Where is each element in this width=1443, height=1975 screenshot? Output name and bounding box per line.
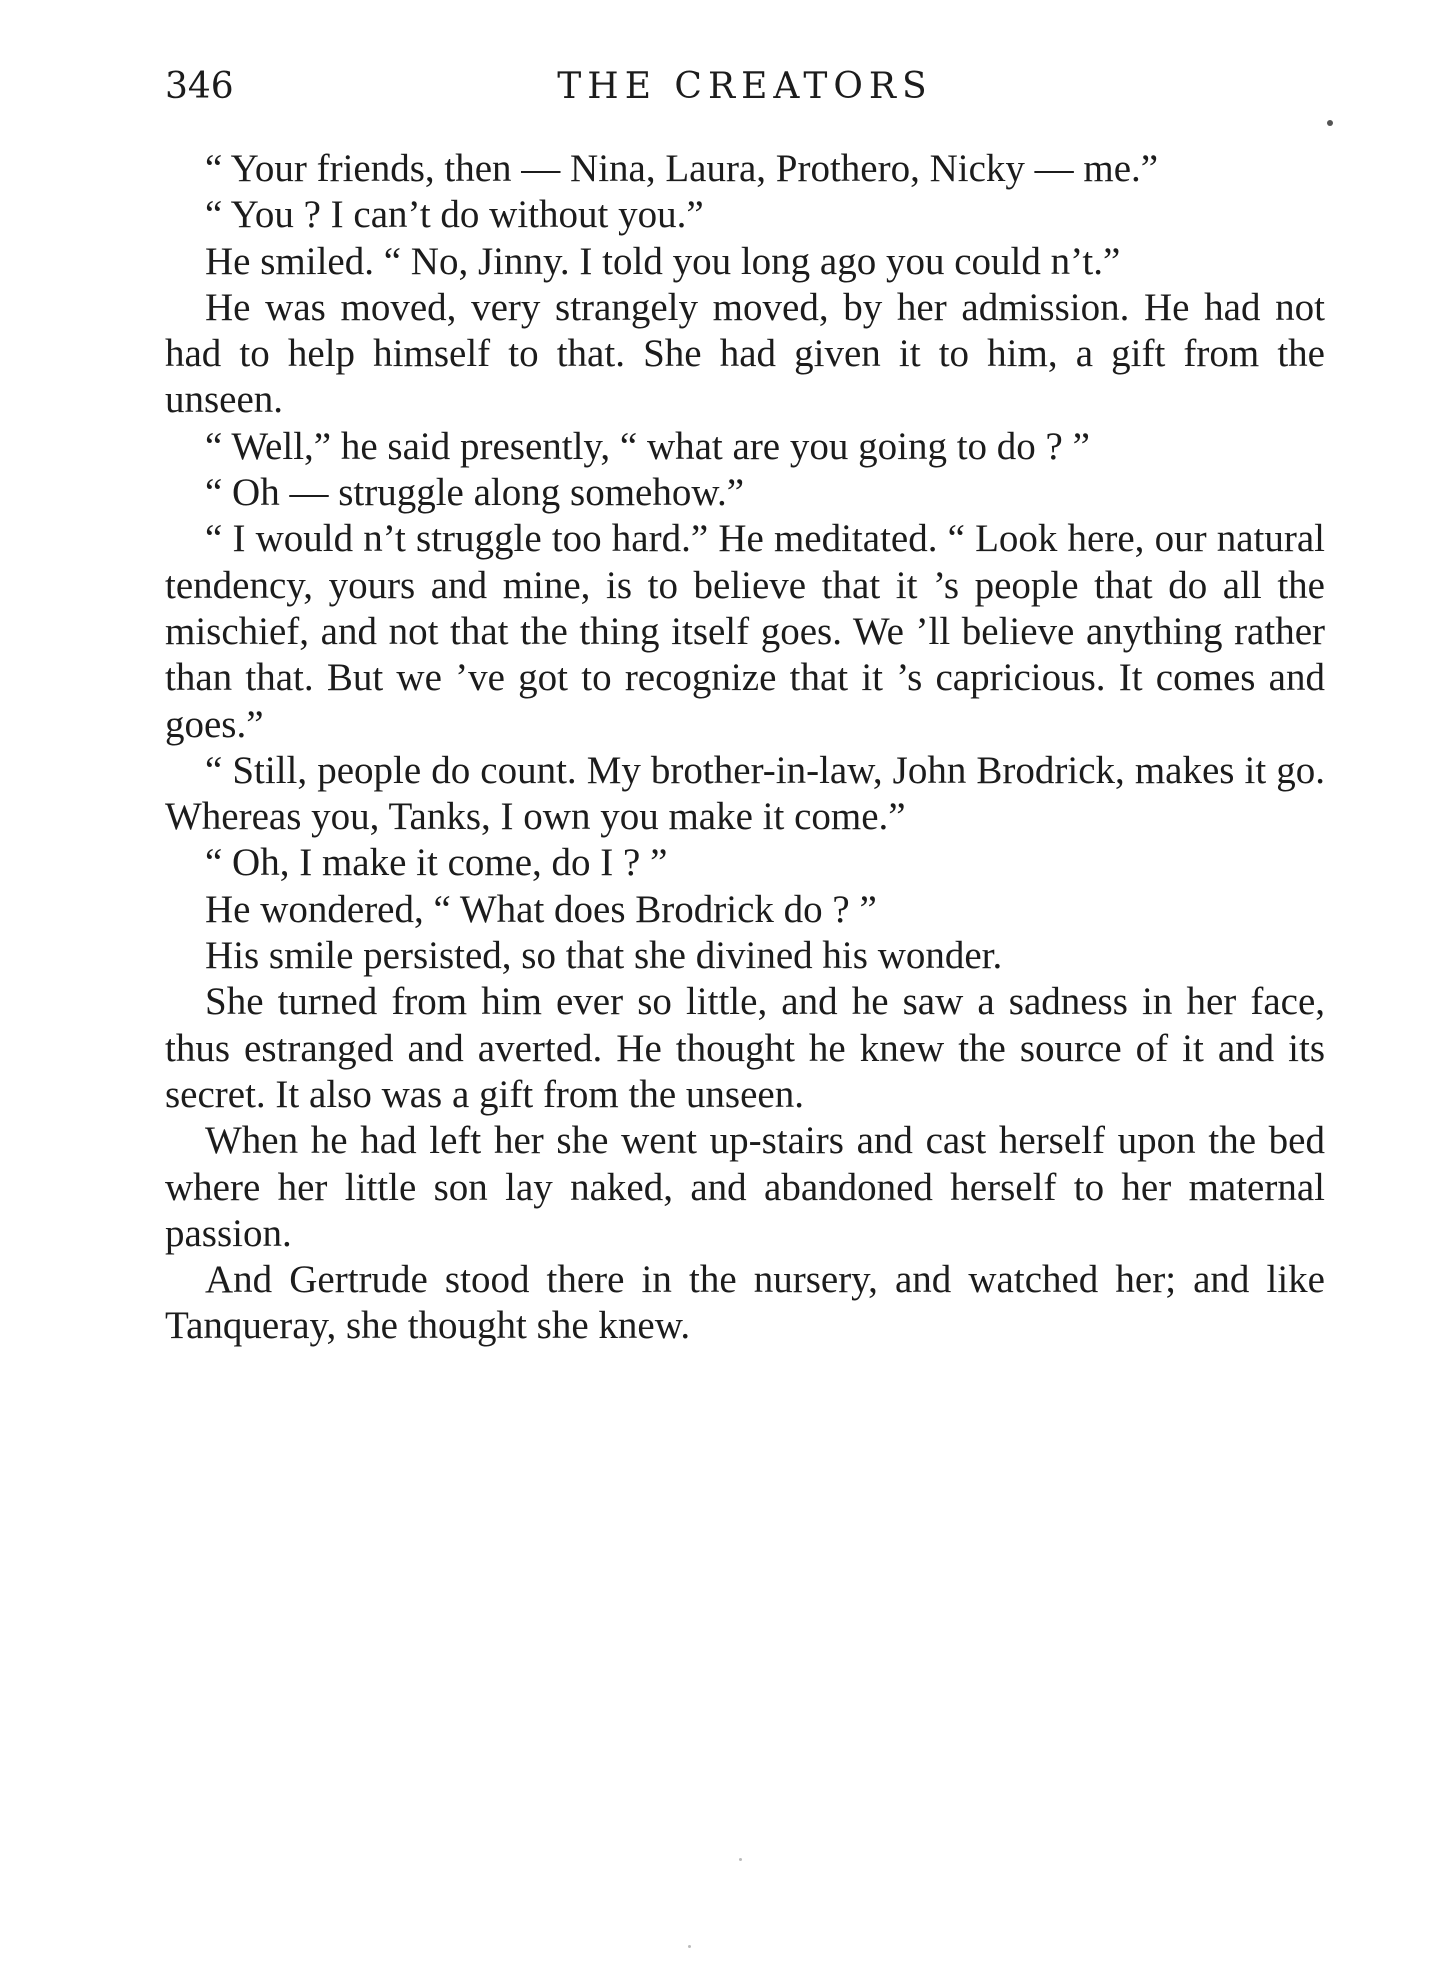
body-text: [165, 146, 1325, 1350]
paragraph: She turned from him ever so little, and he saw a sadness in her face, thus estranged and averted. He thought he knew the source of it and its secret. It also was a gift from the unseen.: [165, 980, 1325, 1116]
paragraph: He was moved, very strangely moved, by her admission. He had not had to help himself to that. She had given it to him, a gift from the unseen.: [165, 285, 1325, 422]
paragraph: And Gertrude stood there in the nursery, and watched her; and like Tanqueray, she thought she knew.: [165, 1258, 1325, 1348]
paragraph: “ Well,” he said presently, “ what are you going to do ? ”: [205, 424, 1090, 468]
paragraph: He smiled. “ No, Jinny. I told you long ago you could n’t.”: [205, 239, 1121, 283]
page-header: [165, 62, 1325, 112]
paragraph: When he had left her she went up-stairs and cast herself upon the bed where her little son lay naked, and abandoned herself to her maternal passion.: [165, 1119, 1325, 1255]
paragraph: “ Oh, I make it come, do I ? ”: [205, 841, 668, 885]
paragraph: “ I would n’t struggle too hard.” He meditated. “ Look here, our natural tendency, yours and mine, is to believe that it ’s people that do all the mischief, and not that the thing itself goes. We ’ll believe anything rather than that. But we ’ve got to recognize that it ’s capricious. It comes and goes.”: [165, 517, 1325, 746]
paragraph: “ Your friends, then — Nina, Laura, Prothero, Nicky — me.”: [205, 147, 1159, 190]
paragraph: He wondered, “ What does Brodrick do ? ”: [205, 887, 877, 931]
paragraph: “ You ? I can’t do without you.”: [205, 193, 704, 237]
scan-speck: [739, 1858, 742, 1861]
paragraph: “ Oh — struggle along somehow.”: [205, 471, 745, 515]
page-number: 346: [165, 66, 234, 107]
scan-speck: [688, 1945, 691, 1948]
running-title: THE CREATORS: [557, 66, 933, 107]
paragraph: “ Still, people do count. My brother-in-law, John Brodrick, makes it go. Whereas you, Tanks, I own you make it come.”: [165, 748, 1325, 839]
paragraph: His smile persisted, so that she divined his wonder.: [205, 934, 1003, 978]
scan-speck: [1327, 120, 1333, 126]
